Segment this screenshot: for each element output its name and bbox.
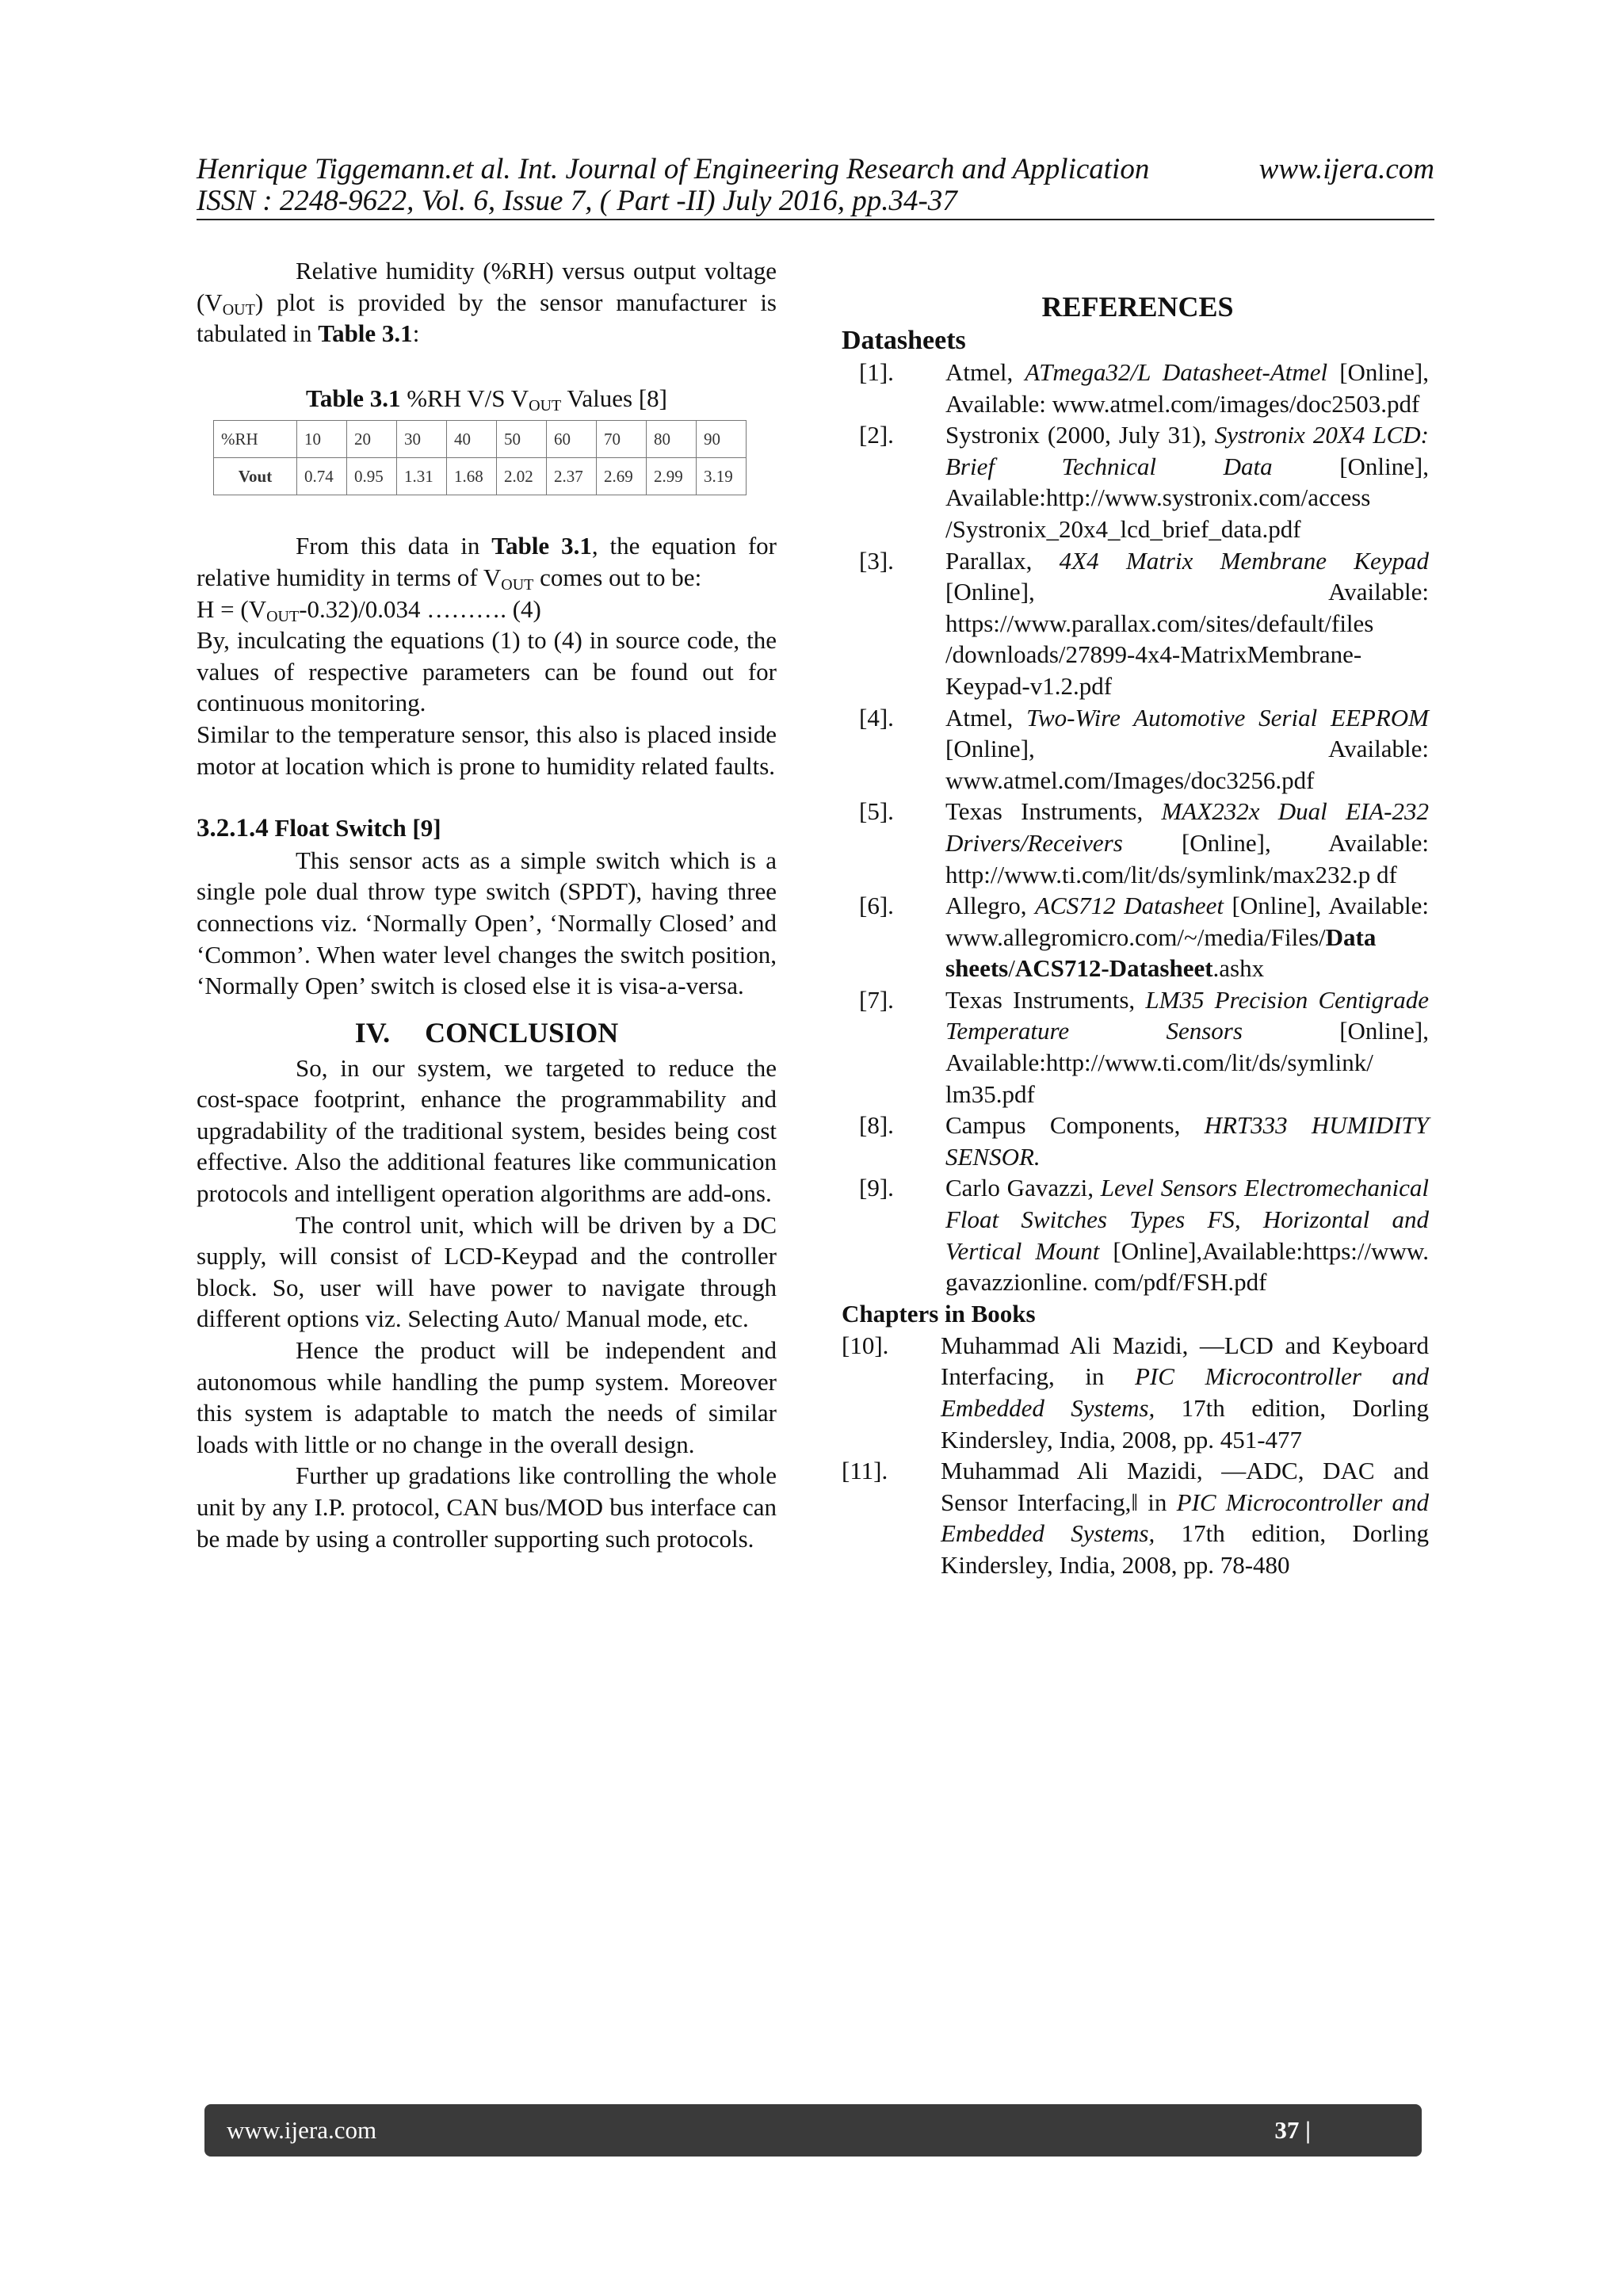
table-row	[214, 458, 747, 495]
table-cell: %RH	[214, 421, 297, 458]
conclusion-paragraph: Further up gradations like controlling the whole unit by any I.P. protocol, CAN bus/MOD bus interface can be made by using a controller supporting such protocols.	[197, 1461, 777, 1553]
table-cell: 80	[647, 421, 697, 458]
reference-item	[846, 702, 1429, 797]
conclusion-heading: IV. CONCLUSION	[354, 1016, 619, 1049]
reference-text: Texas Instruments, MAX232x Dual EIA-232 Drivers/Receivers [Online], Available: http://www.ti.com/lit/ds/symlink/max232.p df	[945, 797, 1429, 888]
table-cell: 50	[497, 421, 547, 458]
reference-index: [3].	[859, 546, 894, 575]
reference-text: Systronix (2000, July 31), Systronix 20X4 LCD: Brief Technical Data [Online], Available:http://www.systronix.com/access /Systronix_20x4_lcd_brief_data.pdf	[945, 421, 1429, 543]
table-cell: 30	[397, 421, 447, 458]
reference-index: [9].	[859, 1174, 894, 1202]
reference-item	[846, 1110, 1429, 1172]
equation-intro: From this data in Table 3.1, the equation for relative humidity in terms of $V_{OUT}$ comes out to be:	[197, 532, 777, 594]
datasheets-subheading: Datasheets	[842, 326, 966, 355]
reference-index: [4].	[859, 703, 894, 732]
reference-index: [7].	[859, 985, 894, 1014]
intro-paragraph: Relative humidity (%RH) versus output voltage $(V_{OUT})$ plot is provided by the sensor manufacturer is tabulated in Table 3.1:	[197, 257, 777, 348]
table-cell: 70	[597, 421, 647, 458]
equation-4: $H = (V_{OUT}-0.32)/0.034$ ………. (4)	[197, 594, 541, 625]
reference-text: Muhammad Ali Mazidi, ―LCD and Keyboard Interfacing, in PIC Microcontroller and Embedded Systems, 17th edition, Dorling Kindersley, India, 2008, pp. 451-477	[941, 1331, 1429, 1454]
reference-item	[846, 545, 1429, 702]
inculcating-paragraph: By, inculcating the equations (1) to (4) in source code, the values of respective parameters can be found out for continuous monitoring.	[197, 626, 777, 717]
reference-text: Parallax, 4X4 Matrix Membrane Keypad [Online], Available: https://www.parallax.com/sites/default/files /downloads/27899-4x4-MatrixMembrane-Keypad-v1.2.pdf	[945, 546, 1429, 700]
references-heading: REFERENCES	[1041, 291, 1234, 323]
conclusion-paragraph: So, in our system, we targeted to reduce the cost-space footprint, enhance the programmability and upgradability of the traditional system, besides being cost effective. Also the additional features like communication protocols and intelligent operation algorithms are add-ons.	[197, 1053, 777, 1208]
float-switch-heading: 3.2.1.4 Float Switch [9]	[197, 814, 441, 843]
reference-item	[846, 890, 1429, 984]
reference-item	[842, 1330, 1429, 1455]
reference-item	[842, 1455, 1429, 1580]
table-cell: 60	[547, 421, 597, 458]
table-cell: 10	[297, 421, 347, 458]
reference-index: [5].	[859, 797, 894, 826]
conclusion-paragraph: Hence the product will be independent and autonomous while handling the pump system. Moreover this system is adaptable to match the needs of similar loads with little or no change in the overall design.	[197, 1336, 777, 1458]
right-column	[842, 255, 1430, 1581]
table-cell: 2.69	[597, 458, 647, 495]
chapters-subheading: Chapters in Books	[842, 1299, 1036, 1328]
conclusion-paragraph: The control unit, which will be driven by a DC supply, will consist of LCD-Keypad and the controller block. So, user will have power to navigate through different options viz. Selecting Auto/ Manual mode, etc.	[197, 1210, 777, 1333]
reference-item	[846, 984, 1429, 1110]
table-cell: 90	[697, 421, 747, 458]
footer-website[interactable]: www.ijera.com	[227, 2116, 377, 2144]
table-cell: 0.95	[347, 458, 397, 495]
table-cell: 40	[447, 421, 497, 458]
table-cell: 1.31	[397, 458, 447, 495]
reference-text: Texas Instruments, LM35 Precision Centigrade Temperature Sensors [Online], Available:http://www.ti.com/lit/ds/symlink/ lm35.pdf	[945, 985, 1429, 1108]
reference-text: Allegro, ACS712 Datasheet [Online], Available: www.allegromicro.com/~/media/Files/Data sheets/ACS712-Datasheet.ashx	[945, 892, 1430, 983]
left-column	[197, 255, 777, 1554]
reference-text: Campus Components, HRT333 HUMIDITY SENSOR.	[945, 1111, 1429, 1171]
reference-index: [11].	[842, 1457, 888, 1485]
table-row	[214, 421, 747, 458]
table-cell: 2.99	[647, 458, 697, 495]
page-footer	[204, 2104, 1422, 2157]
journal-website[interactable]: www.ijera.com	[1258, 153, 1434, 185]
journal-citation: Henrique Tiggemann.et al. Int. Journal of Engineering Research and Application	[197, 153, 1150, 185]
table-caption: Table 3.1 %RH V/S $V_{OUT}$ Values [8]	[306, 384, 667, 415]
rh-vout-table	[213, 420, 747, 495]
reference-item	[846, 1172, 1429, 1297]
table-cell: 2.37	[547, 458, 597, 495]
table-cell: 1.68	[447, 458, 497, 495]
float-switch-paragraph: This sensor acts as a simple switch which is a single pole dual throw type switch (SPDT), having three connections viz. ‘Normally Open’, ‘Normally Closed’ and ‘Common’. When water level changes the switch position, ‘Normally Open’ switch is closed else it is visa-a-versa.	[197, 846, 777, 1000]
reference-text: Carlo Gavazzi, Level Sensors Electromechanical Float Switches Types FS, Horizontal and Vertical Mount [Online],Available:https://www. gavazzionline. com/pdf/FSH.pdf	[945, 1174, 1429, 1297]
reference-index: [6].	[859, 892, 894, 920]
table-cell: 3.19	[697, 458, 747, 495]
reference-text: Atmel, ATmega32/L Datasheet-Atmel [Online], Available: www.atmel.com/images/doc2503.pdf	[945, 358, 1429, 418]
reference-item	[846, 419, 1429, 544]
reference-item	[846, 796, 1429, 890]
reference-index: [10].	[842, 1331, 889, 1359]
similar-paragraph: Similar to the temperature sensor, this also is placed inside motor at location which is prone to humidity related faults.	[197, 720, 777, 780]
reference-index: [2].	[859, 421, 894, 449]
table-cell: 0.74	[297, 458, 347, 495]
reference-item	[846, 357, 1429, 419]
table-cell: 20	[347, 421, 397, 458]
issn-line: ISSN : 2248-9622, Vol. 6, Issue 7, ( Part -II) July 2016, pp.34-37	[197, 185, 957, 217]
reference-index: [8].	[859, 1111, 894, 1140]
page-header	[197, 154, 1434, 220]
table-cell: 2.02	[497, 458, 547, 495]
table-cell: Vout	[214, 458, 297, 495]
page-number: 37 |	[1274, 2116, 1311, 2144]
reference-index: [1].	[859, 358, 894, 386]
reference-text: Atmel, Two-Wire Automotive Serial EEPROM [Online], Available: www.atmel.com/Images/doc3256.pdf	[945, 703, 1429, 794]
reference-text: Muhammad Ali Mazidi, ―ADC, DAC and Sensor Interfacing,‖ in PIC Microcontroller and Embedded Systems, 17th edition, Dorling Kindersley, India, 2008, pp. 78-480	[941, 1457, 1429, 1579]
